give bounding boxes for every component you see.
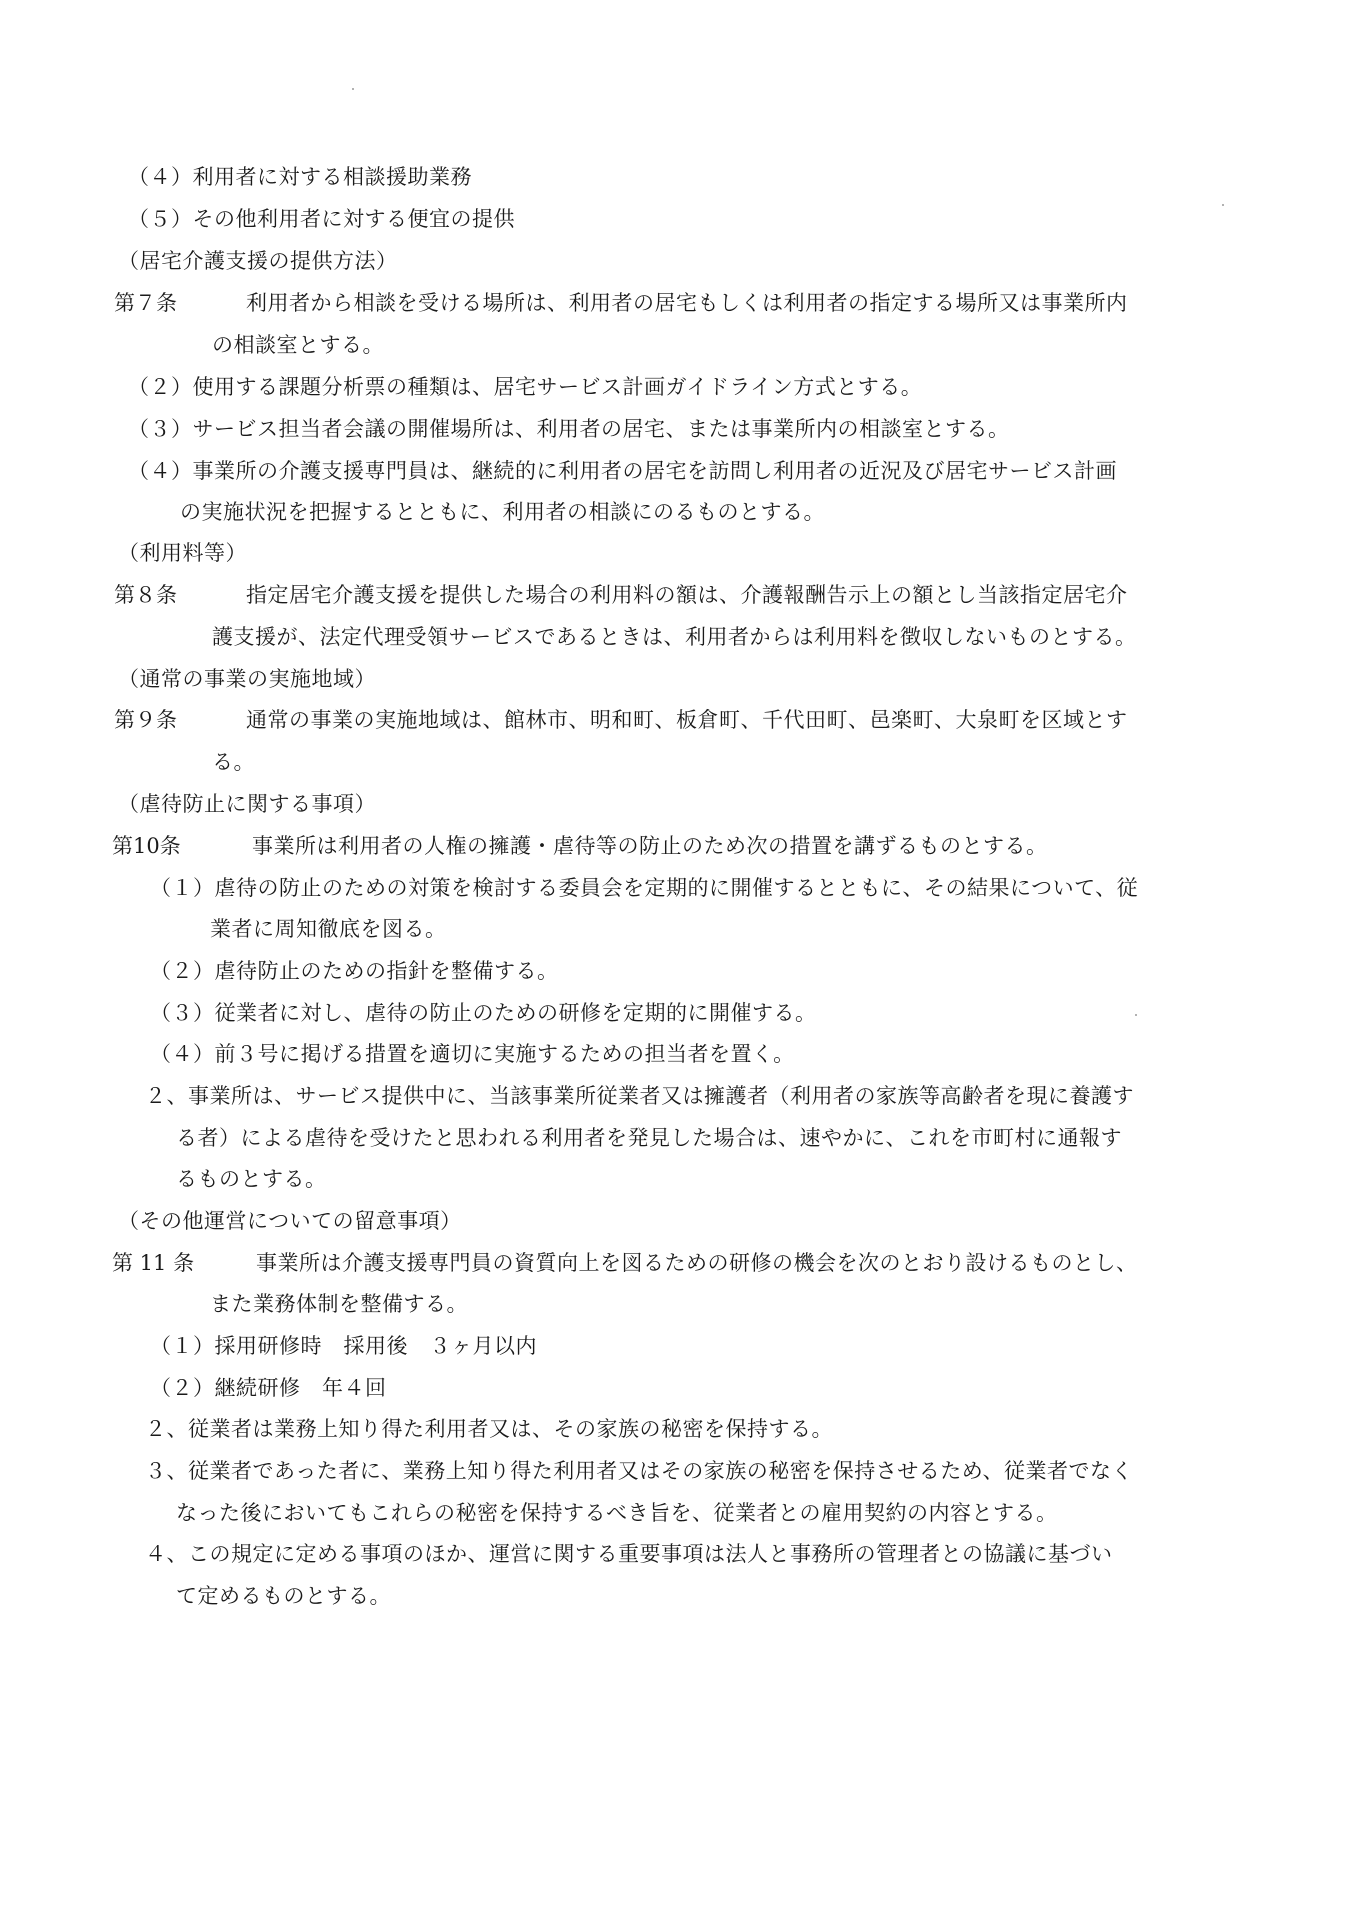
list-item: ４、この規定に定める事項のほか、運営に関する重要事項は法人と事務所の管理者との協議に基づい	[145, 1542, 1113, 1566]
article-number: 第７条	[114, 291, 177, 315]
list-item: （４）前３号に掲げる措置を適切に実施するための担当者を置く。	[150, 1042, 795, 1066]
scan-speck	[1222, 204, 1224, 206]
article-text: 通常の事業の実施地域は、館林市、明和町、板倉町、千代田町、邑楽町、大泉町を区域とす	[246, 708, 1128, 732]
list-item: 業者に周知徹底を図る。	[210, 917, 447, 941]
section-heading: （その他運営についての留意事項）	[118, 1209, 462, 1233]
article-text: の相談室とする。	[212, 333, 384, 357]
list-item: ２、従業者は業務上知り得た利用者又は、その家族の秘密を保持する。	[145, 1417, 833, 1441]
article-text: また業務体制を整備する。	[210, 1292, 468, 1316]
article-text: 指定居宅介護支援を提供した場合の利用料の額は、介護報酬告示上の額とし当該指定居宅介	[246, 583, 1128, 607]
list-item: ３、従業者であった者に、業務上知り得た利用者又はその家族の秘密を保持させるため、従業者でなく	[145, 1459, 1133, 1483]
article-number: 第 11 条	[112, 1251, 195, 1275]
list-item: る者）による虐待を受けたと思われる利用者を発見した場合は、速やかに、これを市町村に通報す	[176, 1126, 1122, 1150]
list-item: （５）その他利用者に対する便宜の提供	[128, 207, 515, 231]
list-item: （２）使用する課題分析票の種類は、居宅サービス計画ガイドライン方式とする。	[128, 375, 923, 399]
list-item: ２、事業所は、サービス提供中に、当該事業所従業者又は擁護者（利用者の家族等高齢者を現に養護す	[145, 1084, 1134, 1108]
list-item: （４）利用者に対する相談援助業務	[128, 165, 472, 189]
list-item: （１）採用研修時 採用後 ３ヶ月以内	[150, 1334, 537, 1358]
list-item: （１）虐待の防止のための対策を検討する委員会を定期的に開催するとともに、その結果について、従	[150, 876, 1139, 900]
article-text: 事業所は介護支援専門員の資質向上を図るための研修の機会を次のとおり設けるものとし、	[256, 1251, 1138, 1275]
list-item: の実施状況を把握するとともに、利用者の相談にのるものとする。	[180, 500, 825, 524]
section-heading: （居宅介護支援の提供方法）	[118, 249, 398, 273]
list-item: なった後においてもこれらの秘密を保持するべき旨を、従業者との雇用契約の内容とする。	[176, 1501, 1058, 1525]
article-text: 護支援が、法定代理受領サービスであるときは、利用者からは利用料を徴収しないものとする。	[212, 625, 1137, 649]
section-heading: （虐待防止に関する事項）	[118, 792, 376, 816]
list-item: て定めるものとする。	[176, 1584, 391, 1608]
scan-speck	[352, 88, 354, 90]
article-number: 第８条	[114, 583, 177, 607]
list-item: （２）継続研修 年４回	[150, 1376, 387, 1400]
list-item: （３）従業者に対し、虐待の防止のための研修を定期的に開催する。	[150, 1001, 817, 1025]
article-text: 利用者から相談を受ける場所は、利用者の居宅もしくは利用者の指定する場所又は事業所内	[246, 291, 1128, 315]
article-text: る。	[212, 750, 255, 774]
section-heading: （通常の事業の実施地域）	[118, 667, 376, 691]
article-number: 第９条	[114, 708, 177, 732]
list-item: （２）虐待防止のための指針を整備する。	[150, 959, 559, 983]
section-heading: （利用料等）	[118, 541, 247, 565]
list-item: るものとする。	[176, 1167, 327, 1191]
list-item: （３）サービス担当者会議の開催場所は、利用者の居宅、または事業所内の相談室とする。	[128, 417, 1010, 441]
article-text: 事業所は利用者の人権の擁護・虐待等の防止のため次の措置を講ずるものとする。	[252, 834, 1048, 858]
scan-speck	[1135, 1014, 1137, 1016]
list-item: （４）事業所の介護支援専門員は、継続的に利用者の居宅を訪問し利用者の近況及び居宅サービス計画	[128, 459, 1117, 483]
article-number: 第10条	[112, 834, 181, 858]
